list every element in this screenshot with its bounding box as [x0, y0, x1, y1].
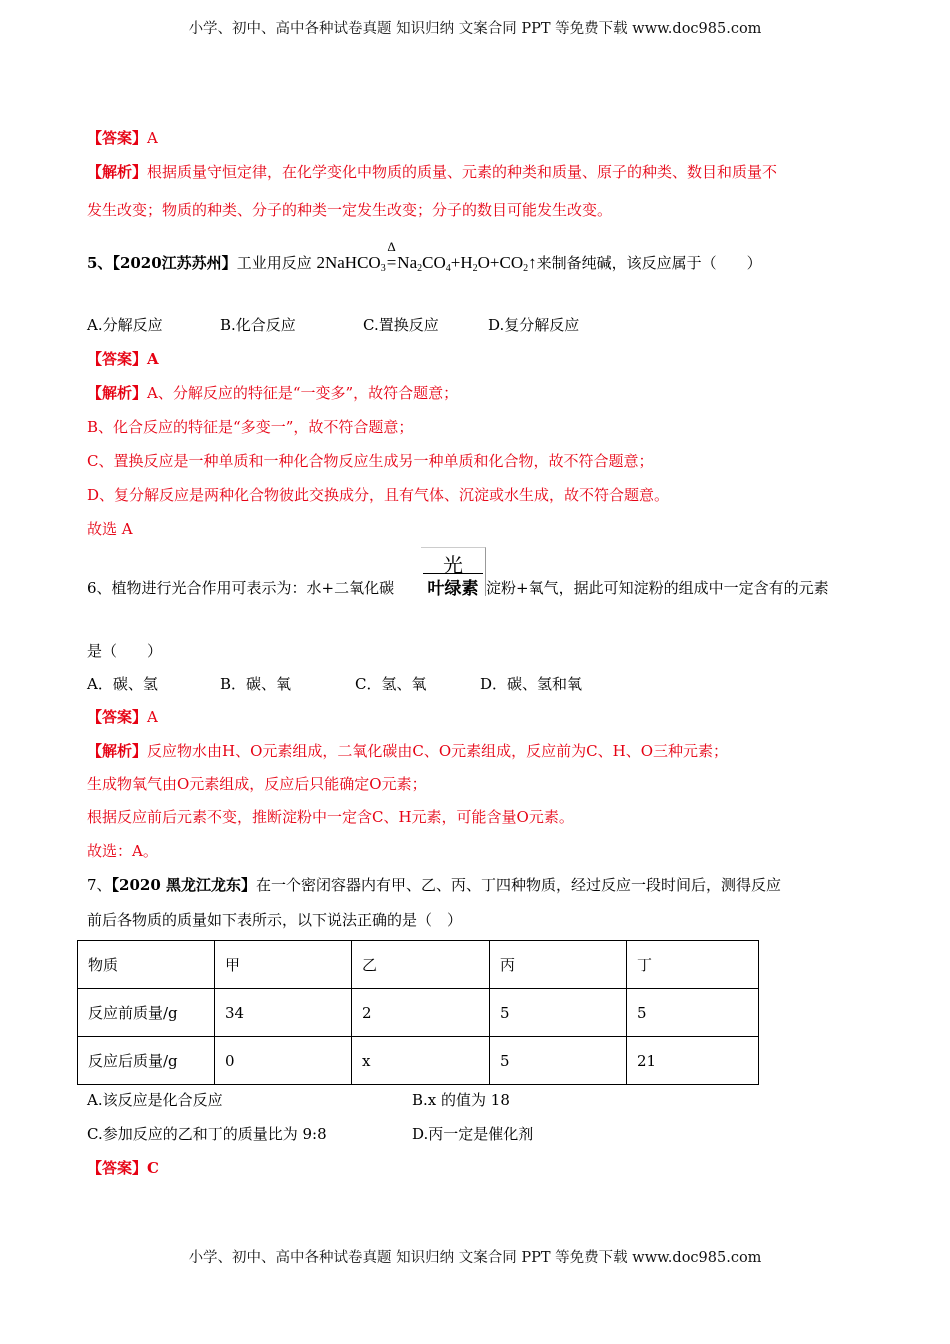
q5-stem-after: 来制备纯碱，该反应属于（ ） — [536, 254, 762, 272]
up-arrow-icon: ↑ — [528, 253, 537, 272]
q5-equation: 2NaHCO$_3$ Δ $=Na_2CO_4+H_2O+CO_2↑$ — [316, 239, 537, 274]
q4-analysis-1 — [87, 161, 777, 182]
q4-answer-label: 【答案】 — [87, 129, 148, 147]
table-cell: x — [352, 1037, 490, 1085]
q5-option-c: C.置换反应 — [363, 316, 439, 334]
table-header: 丙 — [490, 941, 627, 989]
q7-stem-2: 前后各物质的质量如下表所示，以下说法正确的是（ ） — [87, 911, 463, 929]
q5-answer: 【答案】A — [87, 350, 159, 368]
q6-answer: 【答案】A — [87, 708, 158, 726]
table-row — [78, 989, 759, 1037]
q5-stem — [87, 239, 762, 274]
q6-option-c: C．氢、氧 — [355, 675, 427, 693]
table-cell: 5 — [490, 989, 627, 1037]
q7-stem-1: 7、【2020 黑龙江龙东】在一个密闭容器内有甲、乙、丙、丁四种物质，经过反应一段时间后，测得反应 — [87, 876, 782, 894]
q7-option-c: C.参加反应的乙和丁的质量比为 9:8 — [87, 1125, 327, 1143]
condition-light: 光 — [443, 553, 463, 577]
mass-table — [77, 940, 759, 1085]
q6-stem-line2: 是（ ） — [87, 642, 163, 660]
q5-analysis-3: C、置换反应是一种单质和一种化合物反应生成另一种单质和化合物，故不符合题意； — [87, 452, 654, 470]
q5-source: 【2020江苏苏州】 — [112, 254, 237, 272]
q5-analysis-2: B、化合反应的特征是“多变一”，故不符合题意； — [87, 418, 414, 436]
q5-option-b: B.化合反应 — [220, 316, 296, 334]
q6-option-d: D．碳、氢和氧 — [480, 675, 583, 693]
table-cell: 21 — [627, 1037, 759, 1085]
q4-analysis-text-1: 根据质量守恒定律，在化学变化中物质的质量、元素的种类和质量、原子的种类、数目和质量不 — [147, 163, 778, 181]
q7-option-b: B.x 的值为 18 — [412, 1091, 510, 1109]
q7-option-a: A.该反应是化合反应 — [87, 1091, 223, 1109]
table-cell: 34 — [215, 989, 352, 1037]
table-cell: 5 — [627, 989, 759, 1037]
q6-stem-after: 淀粉+氧气，据此可知淀粉的组成中一定含有的元素 — [486, 579, 829, 597]
q4-analysis-label: 【解析】 — [87, 163, 148, 181]
q6-conclusion: 故选：A。 — [87, 842, 158, 860]
q5-option-a: A.分解反应 — [87, 316, 163, 334]
table-cell: 2 — [352, 989, 490, 1037]
q6-analysis-1: 【解析】反应物水由H、O元素组成，二氧化碳由C、O元素组成，反应前为C、H、O三种元素； — [87, 742, 729, 760]
q5-analysis-1: 【解析】A、分解反应的特征是“一变多”，故符合题意； — [87, 384, 459, 402]
q6-analysis-2: 生成物氧气由O元素组成，反应后只能确定O元素； — [87, 775, 427, 793]
table-cell: 5 — [490, 1037, 627, 1085]
q7-option-d: D.丙一定是催化剂 — [412, 1125, 534, 1143]
table-header: 甲 — [215, 941, 352, 989]
q5-analysis-4: D、复分解反应是两种化合物彼此交换成分，且有气体、沉淀或水生成，故不符合题意。 — [87, 486, 670, 504]
delta-icon: Δ — [387, 239, 396, 254]
table-cell: 反应后质量/g — [78, 1037, 215, 1085]
q4-analysis-2: 发生改变；物质的种类、分子的种类一定发生改变；分子的数目可能发生改变。 — [87, 201, 613, 219]
q6-option-a: A．碳、氢 — [87, 675, 158, 693]
q7-source: 【2020 黑龙江龙东】 — [111, 876, 257, 894]
q6-stem-before: 6、植物进行光合作用可表示为：水+二氧化碳 — [87, 579, 395, 597]
table-header: 乙 — [352, 941, 490, 989]
condition-chlorophyll: 叶绿素 — [427, 579, 479, 599]
q6-analysis-3: 根据反应前后元素不变，推断淀粉中一定含C、H元素，可能含量O元素。 — [87, 808, 574, 826]
q5-stem-before: 工业用反应 — [236, 254, 312, 272]
q6-option-b: B．碳、氧 — [220, 675, 292, 693]
table-header: 丁 — [627, 941, 759, 989]
table-cell: 0 — [215, 1037, 352, 1085]
table-header: 物质 — [78, 941, 215, 989]
q7-answer: 【答案】C — [87, 1159, 159, 1177]
q4-answer-value: A — [147, 129, 158, 147]
q5-option-d: D.复分解反应 — [488, 316, 580, 334]
page-footer: 小学、初中、高中各种试卷真题 知识归纳 文案合同 PPT 等免费下载 www.doc985.com — [188, 1250, 762, 1266]
table-row — [78, 1037, 759, 1085]
q5-conclusion: 故选 A — [87, 520, 133, 538]
reaction-condition — [421, 547, 486, 599]
q4-answer — [87, 127, 158, 148]
table-header-row — [78, 941, 759, 989]
q5-number: 5、 — [87, 254, 113, 272]
table-cell: 反应前质量/g — [78, 989, 215, 1037]
page-header: 小学、初中、高中各种试卷真题 知识归纳 文案合同 PPT 等免费下载 www.doc985.com — [188, 21, 762, 37]
